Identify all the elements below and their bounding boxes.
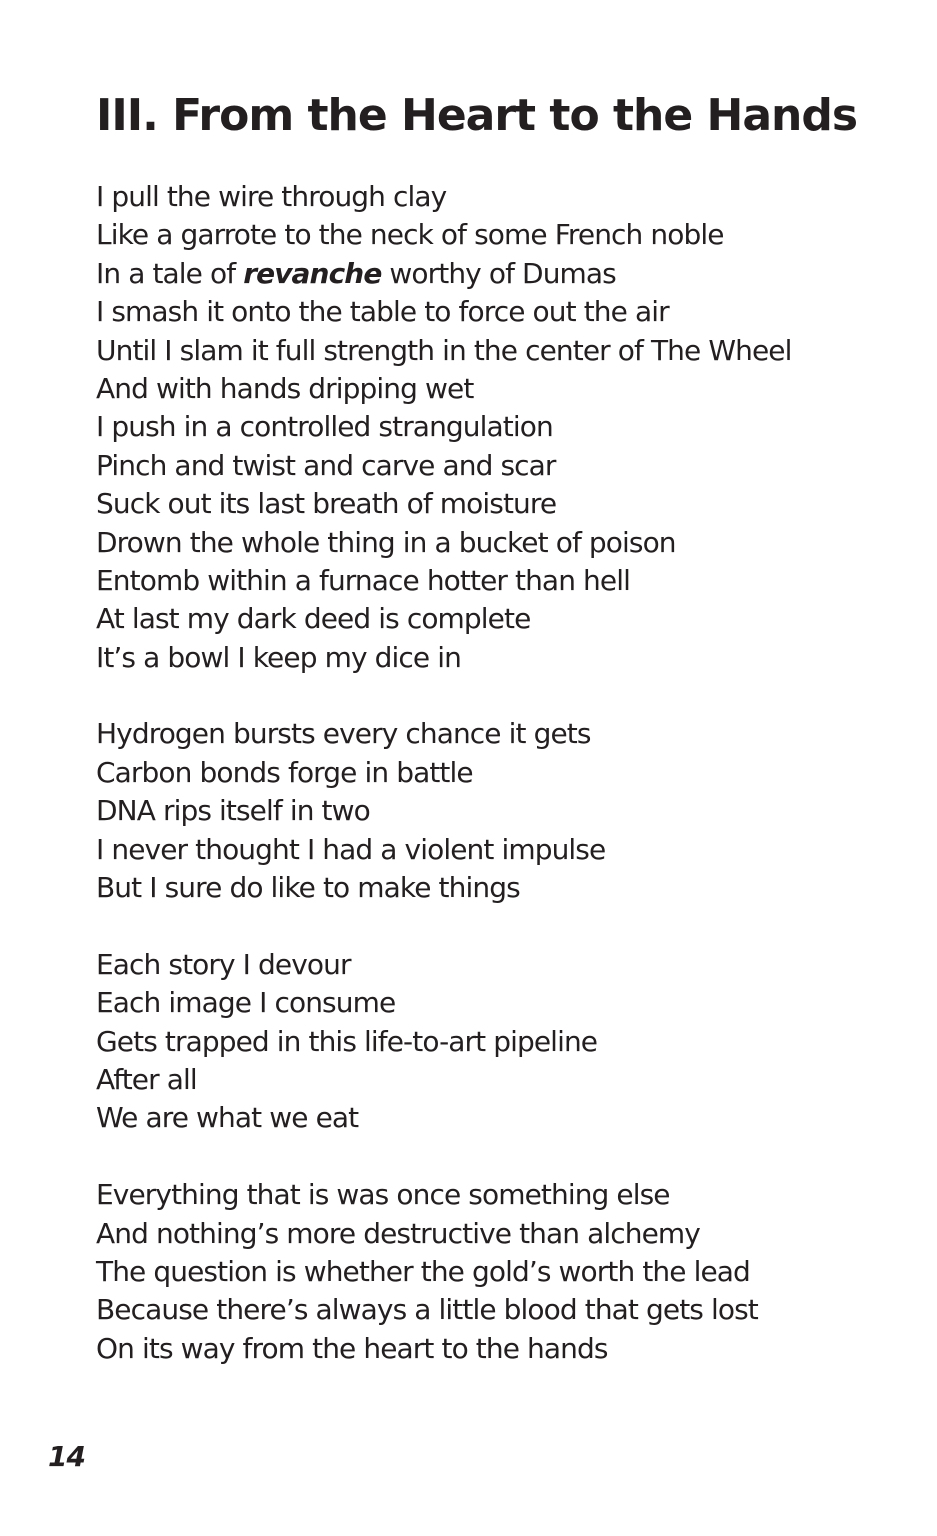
poem-line: We are what we eat — [96, 1101, 359, 1135]
poem-line: On its way from the heart to the hands — [96, 1331, 608, 1365]
line-text: In a tale of — [96, 256, 244, 290]
poem-line: At last my dark deed is complete — [96, 602, 531, 636]
poem-line: It’s a bowl I keep my dice in — [96, 640, 461, 674]
poem-line: Each image I consume — [96, 986, 396, 1020]
page-number: 14 — [48, 1440, 85, 1473]
line-text: worthy of Dumas — [381, 256, 616, 290]
poem-line: I push in a controlled strangulation — [96, 410, 553, 444]
stanza-break — [96, 677, 896, 715]
stanza-4 — [96, 1176, 896, 1368]
poem-line: Like a garrote to the neck of some French noble — [96, 218, 724, 252]
poem-line: Each story I devour — [96, 947, 351, 981]
poem-line: I pull the wire through clay — [96, 180, 447, 213]
poem-line: Everything that is was once something else — [96, 1178, 670, 1212]
poem-line: I never thought I had a violent impulse — [96, 832, 606, 866]
poem-line: Pinch and twist and carve and scar — [96, 448, 556, 482]
poem-line: Because there’s always a little blood that gets lost — [96, 1293, 758, 1327]
poem-line: The question is whether the gold’s worth the lead — [96, 1254, 750, 1288]
poem-line: After all — [96, 1062, 197, 1096]
stanza-break — [96, 907, 896, 945]
poem-line: And with hands dripping wet — [96, 371, 474, 405]
poem-line — [96, 255, 896, 293]
poem-line: I smash it onto the table to force out the air — [96, 295, 669, 329]
emphasized-word: revanche — [243, 256, 382, 290]
poem-line: Suck out its last breath of moisture — [96, 487, 557, 521]
poem-line: Until I slam it full strength in the center of The Wheel — [96, 333, 792, 367]
poem-line: Drown the whole thing in a bucket of poison — [96, 525, 676, 559]
page-title: III. From the Heart to the Hands — [96, 90, 858, 141]
stanza-2 — [96, 715, 896, 907]
poem-line: Gets trapped in this life-to-art pipeline — [96, 1024, 598, 1058]
stanza-3 — [96, 946, 896, 1138]
poem-line: Hydrogen bursts every chance it gets — [96, 717, 591, 751]
poem-line: But I sure do like to make things — [96, 871, 520, 905]
poem-line: DNA rips itself in two — [96, 794, 370, 828]
poem-body — [96, 178, 896, 1368]
poem-line: Entomb within a furnace hotter than hell — [96, 563, 630, 597]
stanza-1 — [96, 178, 896, 677]
poem-line: And nothing’s more destructive than alchemy — [96, 1216, 700, 1250]
poem-line: Carbon bonds forge in battle — [96, 755, 473, 789]
stanza-break — [96, 1138, 896, 1176]
